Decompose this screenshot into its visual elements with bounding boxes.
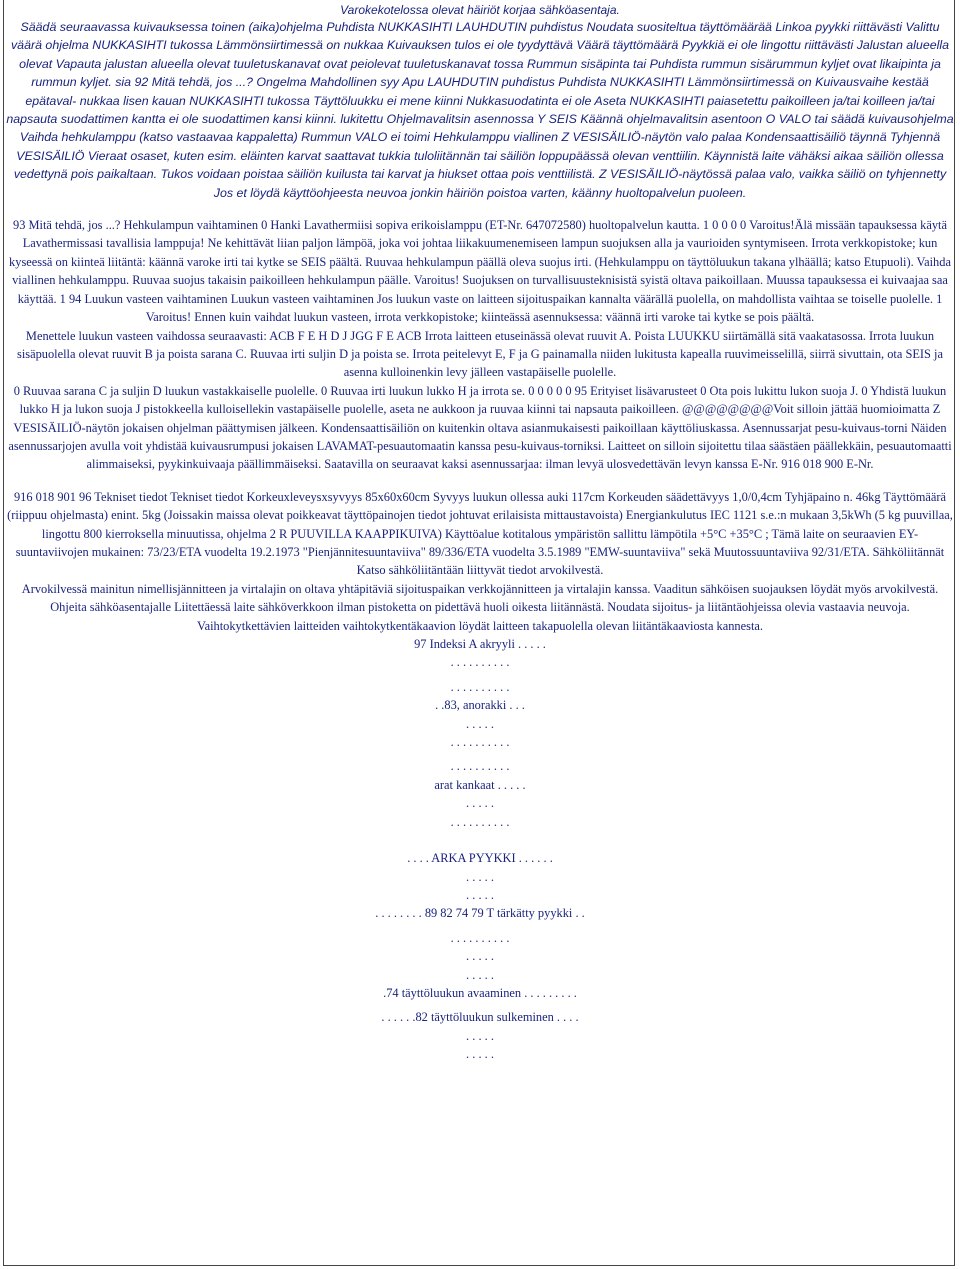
index-line: . . . . .: [466, 949, 494, 964]
index-line: . . . . . . . . . .: [450, 759, 510, 774]
technical-data-paragraph: 916 018 901 96 Tekniset tiedot Tekniset tiedot Korkeuxleveysxsyvyys 85x60x60cm Syvyys luukun ollessa auki 117cm Korkeuden säädettävyys 1,0/0,4cm Tyhjäpaino n. 46kg Täyttömäärä (riippuu ohjelmasta) enint. 5kg (Joissakin maissa olevat poikkeavat täyttöpainojen tiedot johtuvat erilaisista mittaustavoista) Energiankulutus IEC 1121 s.e.:n mukaan 3,5kWh (5 kg puuvillaa, lingottu 800 kierroksella minuutissa, ohjelma 2 R PUUVILLA KAAPPIKUIVA) Käyttöalue kotitalous ympäristön sallittu lämpötila +5°C +35°C ; Tämä laite on seuraavien EY-suuntaviivojen mukainen: 73/23/ETA vuodelta 19.2.1973 "Pienjännitesuuntaviiva" 89/336/ETA vuodelta 3.5.1989 "EMW-suuntaviiva" sekä Muutossuuntaviiva 92/31/ETA. Sähköliitännät Katso sähköliitäntään liittyvät tiedot arvokilvestä.: [7, 489, 953, 578]
header-line: Varokekotelossa olevat häiriöt korjaa sähköasentaja.: [340, 3, 620, 17]
index-line: . . . . .: [466, 796, 494, 811]
index-line: . . . . . . . . . .: [450, 679, 510, 694]
index-list: [6, 635, 954, 1064]
index-line: . . . . .: [466, 888, 494, 903]
index-line: [6, 831, 954, 849]
spacer: [6, 202, 954, 216]
index-line: . . . . . .82 täyttöluukun sulkeminen . . . .: [381, 1010, 579, 1025]
index-line: . . . . .: [466, 869, 494, 884]
index-line: arat kankaat . . . . .: [434, 777, 526, 792]
accessories-paragraph: 0 Ruuvaa sarana C ja suljin D luukun vastakkaiselle puolelle. 0 Ruuvaa irti luukun lukko H ja irrota se. 0 0 0 0 0 95 Erityiset lisävarusteet 0 Ota pois lukittu lukon suoja J. 0 Yhdistä luukun lukko H ja lukon suoja J pistokkeella kulloisellekin vastapäiselle puolelle, aseta ne aukkoon ja ruuvaa kiinni tai napsauta paikoilleen. @@@@@@@@Voit silloin jättää huomioimatta Z VESISÄILIÖ-näytön jokaisen ohjelman päättymisen jälkeen. Kondensaattisäiliön on kuitenkin oltava asianmukaisesti paikoillaan käyttöliuskassa. Asennussarjat pesu-kuivaus-torni Näiden asennussarjojen avulla voit yhdistää kuivausrumpusi jokaisen LAVAMAT-pesuautomaatin kanssa pesu-kuivaus-torniksi. Laitteet on silloin sijoitettu tilaa säästäen päällekkäin, pesuautomaatti alimmaiseksi, pyykinkuivaaja päällimmäiseksi. Saatavilla on seuraavat kaksi asennussarjaa: ilman levyä ulosvedettävän levyn kanssa E-Nr. 916 018 900 E-Nr.: [8, 383, 952, 472]
index-line: 97 Indeksi A akryyli . . . . .: [414, 637, 546, 651]
index-line: . . . . .: [466, 967, 494, 982]
troubleshooting-paragraph: Säädä seuraavassa kuivauksessa toinen (aika)ohjelma Puhdista NUKKASIHTI LAUHDUTIN puhdistus Noudata suositeltua täyttömäärää Linkoa pyykki riittävästi Valittu väärä ohjelma NUKKASIHTI tukossa Lämmönsiirtimessä on nukkaa Kuivauksen tulos ei ole tyydyttävä Väärä täyttömäärä Pyykkiä ei ole lingottu riittävästi Jalustan alueella olevat Vapauta jalustan alueella olevat tuuletuskanavat ovat peiolevat tuuletuskanavat tossa Rummun sisäpinta tai Puhdista rummun sisärummun kyljet ovat likaipinta ja rummun kyljet. sia 92 Mitä tehdä, jos ...? Ongelma Mahdollinen syy Apu LAUHDUTIN puhdistus Puhdista NUKKASIHTI Lämmönsiirtimessä on Kuivausvaihe kestää epätaval- nukkaa lisen kauan NUKKASIHTI tukossa Täyttöluukku ei mene kiinni Nukkasuodatinta ei ole Aseta NUKKASIHTI paiasetettu paikoilleen ja/tai koilleen ja/tai napsauta suodattimen kantta ei ole suodattimen kansi kiinni. lukitettu Ohjelmavalitsin asennossa Y SEIS Käännä ohjelmavalitsin asentoon O VALO tai säädä kuivausohjelma Vaihda hehkulamppu (katso vastaavaa kappaletta) Rummun VALO ei toimi Hehkulamppu viallinen Z VESISÄILIÖ-näytön valo palaa Kondensaattisäiliö täynnä Tyhjennä VESISÄILIÖ Vieraat osaset, kuten esim. eläinten karvat saattavat tukkia tuloliitännän tai säiliön loppupäässä olevan venttiilin. Käynnistä laite vähäksi aikaa säiliön ollessa vedettynä pois paikaltaan. Tukos voidaan poistaa säiliön kuilusta tai karvat ja hiukset ottaa pois venttiilistä. Z VESISÄILIÖ-näytössä palaa valo, vaikka säiliö on tyhjennetty Jos et löydä käyttöohjeesta neuvoa jonkin häiriön poistoa varten, käänny huoltopalvelun puoleen.: [6, 20, 954, 200]
index-line: .74 täyttöluukun avaaminen . . . . . . . . .: [383, 986, 577, 1001]
index-line: . . . . .: [466, 716, 494, 731]
lamp-and-door-paragraph: 93 Mitä tehdä, jos ...? Hehkulampun vaihtaminen 0 Hanki Lavathermiisi sopiva erikoislamppu (ET-Nr. 647072580) huoltopalvelun kautta. 1 0 0 0 0 Varoitus!Älä missään tapauksessa käytä Lavathermissasi tavallisia lamppuja! Ne kehittävät liian paljon lämpöä, joka voi johtaa liikakuumenemiseen lampun suojuksen alla ja vaurioiden syntymiseen. Irrota verkkopistoke; kun kyseessä on kiinteä liitäntä: käännä varoke irti tai kytke se SEIS päältä. Ruuvaa hehkulampun päällä oleva suojus irti. (Hehkulamppu on täyttöluukun takana ylhäällä; katso Etupuoli). Vaihda viallinen hehkulamppu. Ruuvaa suojus takaisin paikoilleen hehkulampun päälle. Varoitus! Suojuksen on turvallisuusteknisistä syistä oltava paikoillaan. Muussa tapauksessa ei kuivaajaa saa käyttää. 1 94 Luukun vasteen vaihtaminen Luukun vasteen vaihtaminen Jos luukun vaste on laitteen sijoituspaikan kannalta väärällä puolella, on mahdollista vaihtaa se toiselle puolelle. 1 Varoitus! Ennen kuin vaihdat luukun vasteen, irrota verkkopistoke; kiinteässä asennuksessa: väännä irti varoke tai kytke se pois päältä.: [9, 218, 951, 325]
index-line: . . . . . . . . . .: [450, 930, 510, 945]
document-body: [6, 2, 954, 1064]
door-reversal-paragraph: Menettele luukun vasteen vaihdossa seuraavasti: ACB F E H D J JGG F E ACB Irrota laitteen etuseinässä olevat ruuvit A. Poista LUUKKU siirtämällä sitä vaakatasossa. Irrota luukun sisäpuolella olevat ruuvit B ja poista sarana C. Ruuvaa irti suljin D ja poista se. Irrota peitelevyt E, F ja G painamalla niiden lukitusta kapealla ruuvimeisselillä, siirrä sivuttain, ota SEIS ja asenna kulloinenkin levy jälleen vastapäiselle puolelle.: [17, 328, 943, 380]
index-line: . . . . .: [466, 1047, 494, 1062]
electrical-notes-paragraph: Arvokilvessä mainitun nimellisjännitteen ja virtalajin on oltava yhtäpitäviä sijoituspaikan verkkojännitteen ja virtalajin kanssa. Vaaditun sähköisen suojauksen löydät myös arvokilvestä. Ohjeita sähköasentajalle Liitettäessä laite sähköverkkoon ilman pistoketta on pidettävä huoli oikesta liitännästä. Noudata sijoitus- ja liitäntäohjeissa olevia vastaavia neuvoja. Vaihtokytkettävien laitteiden vaihtokytkentäkaavion löydät laitteen takapuolella olevan liitäntäkaaviosta kannesta.: [21, 581, 939, 633]
index-line: . . . . . . . . 89 82 74 79 T tärkätty pyykki . .: [375, 906, 585, 921]
index-line: . . . . . . . . . .: [450, 814, 510, 829]
spacer: [6, 474, 954, 488]
index-line: . . . . . . . . . .: [450, 734, 510, 749]
index-line: . .83, anorakki . . .: [435, 698, 525, 713]
index-line: . . . . ARKA PYYKKI . . . . . .: [407, 851, 553, 866]
index-line: . . . . . . . . . .: [450, 655, 510, 670]
index-line: . . . . .: [466, 1028, 494, 1043]
